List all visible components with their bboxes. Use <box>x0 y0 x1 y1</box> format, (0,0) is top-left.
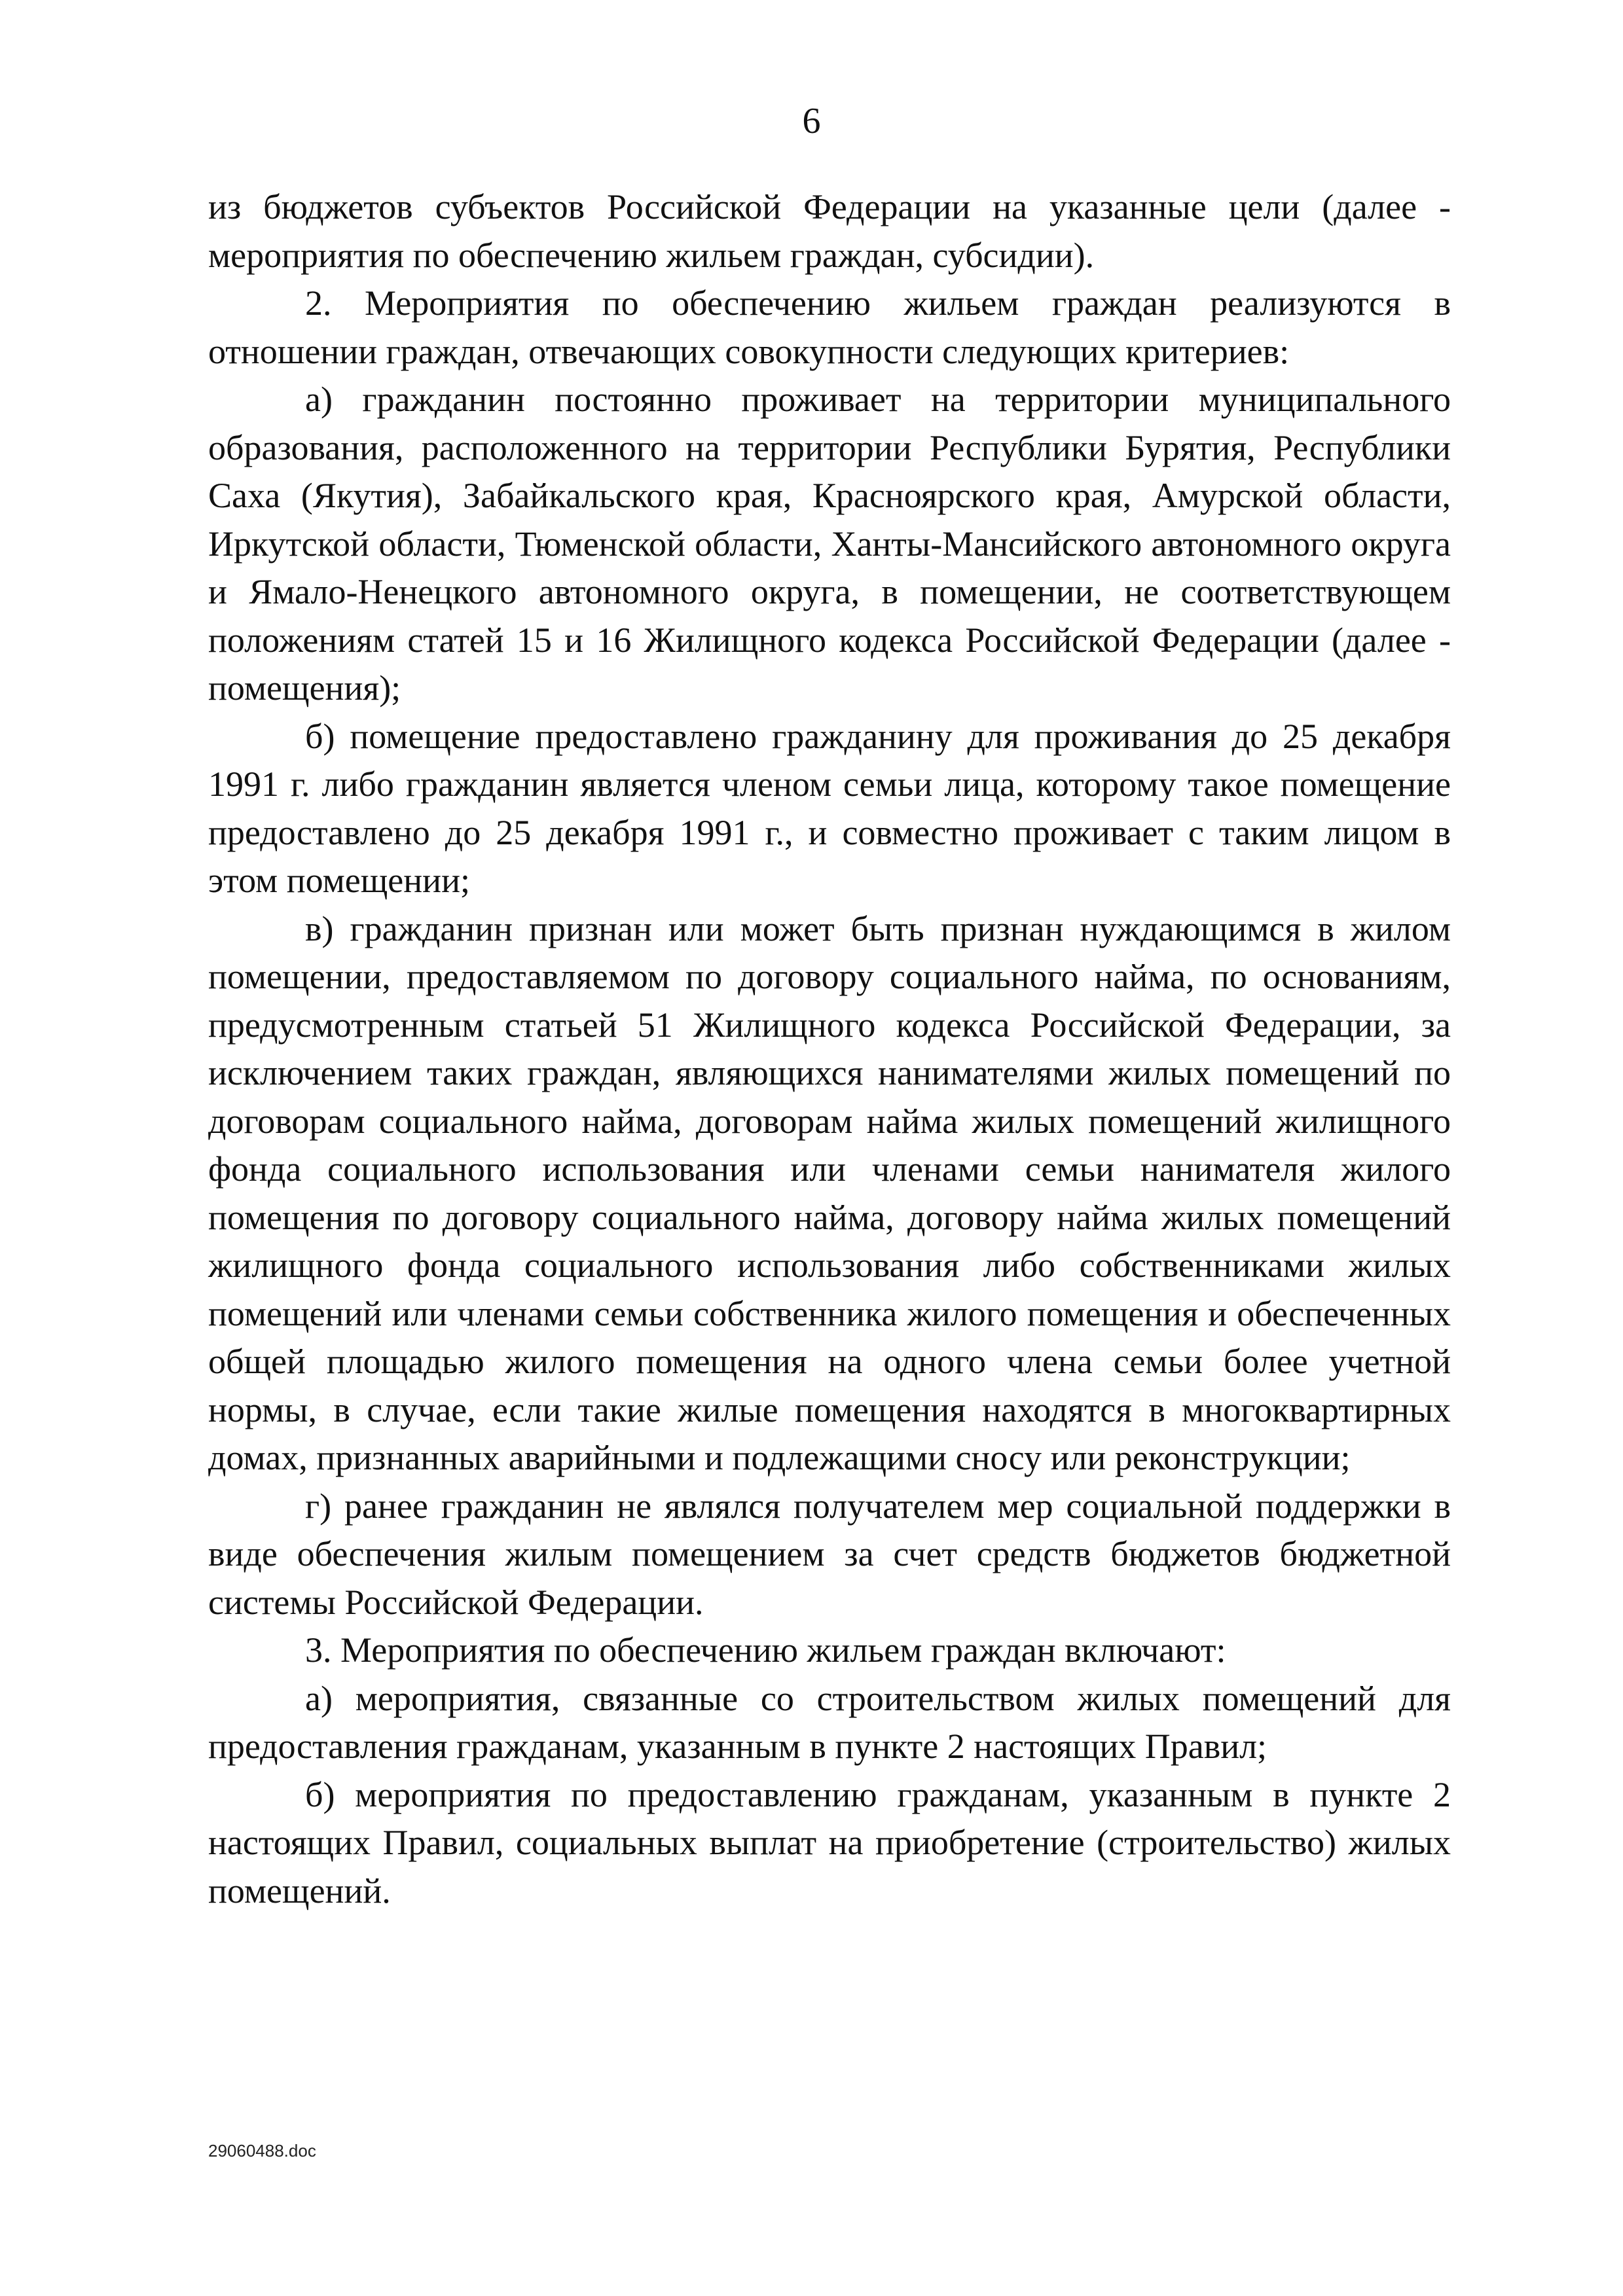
paragraph-item-2g: г) ранее гражданин не являлся получателем мер социальной поддержки в виде обеспечения жилым помещением за счет средств бюджетов бюджетной системы Российской Федерации. <box>208 1486 1451 1622</box>
paragraph-item-3a: а) мероприятия, связанные со строительством жилых помещений для предоставления гражданам, указанным в пункте 2 настоящих Правил; <box>208 1678 1451 1766</box>
paragraph-item-2b: б) помещение предоставлено гражданину для проживания до 25 декабря 1991 г. либо гражданин является членом семьи лица, которому такое помещение предоставлено до 25 декабря 1991 г., и совместно проживает с таким лицом в этом помещении; <box>208 716 1451 900</box>
page-number: 6 <box>802 101 821 141</box>
paragraph-item-2: 2. Мероприятия по обеспечению жильем граждан реализуются в отношении граждан, отвечающих совокупности следующих критериев: <box>208 283 1451 371</box>
paragraph-item-2a: а) гражданин постоянно проживает на территории муниципального образования, расположенного на территории Республики Бурятия, Республики Саха (Якутия), Забайкальского края, Красноярского края, Амурской области, Иркутской области, Тюменской области, Ханты-Мансийского автономного округа и Ямало-Ненецкого автономного округа, в помещении, не соответствующем положениям статей 15 и 16 Жилищного кодекса Российской Федерации (далее - помещения); <box>208 380 1451 708</box>
paragraph-item-3b: б) мероприятия по предоставлению гражданам, указанным в пункте 2 настоящих Правил, социальных выплат на приобретение (строительство) жилых помещений. <box>208 1774 1451 1910</box>
document-file-reference: 29060488.doc <box>208 2141 316 2161</box>
paragraph-item-3: 3. Мероприятия по обеспечению жильем граждан включают: <box>305 1630 1226 1670</box>
document-body <box>208 183 1451 1915</box>
paragraph-intro: из бюджетов субъектов Российской Федерации на указанные цели (далее - мероприятия по обеспечению жильем граждан, субсидии). <box>208 187 1451 275</box>
paragraph-item-2v: в) гражданин признан или может быть признан нуждающимся в жилом помещении, предоставляемом по договору социального найма, по основаниям, предусмотренным статьей 51 Жилищного кодекса Российской Федерации, за исключением таких граждан, являющихся нанимателями жилых помещений по договорам социального найма, договорам найма жилых помещений жилищного фонда социального использования или членами семьи нанимателя жилого помещения по договору социального найма, договору найма жилых помещений жилищного фонда социального использования либо собственниками жилых помещений или членами семьи собственника жилого помещения и обеспеченных общей площадью жилого помещения на одного члена семьи более учетной нормы, в случае, если такие жилые помещения находятся в многоквартирных домах, признанных аварийными и подлежащими сносу или реконструкции; <box>208 908 1451 1477</box>
